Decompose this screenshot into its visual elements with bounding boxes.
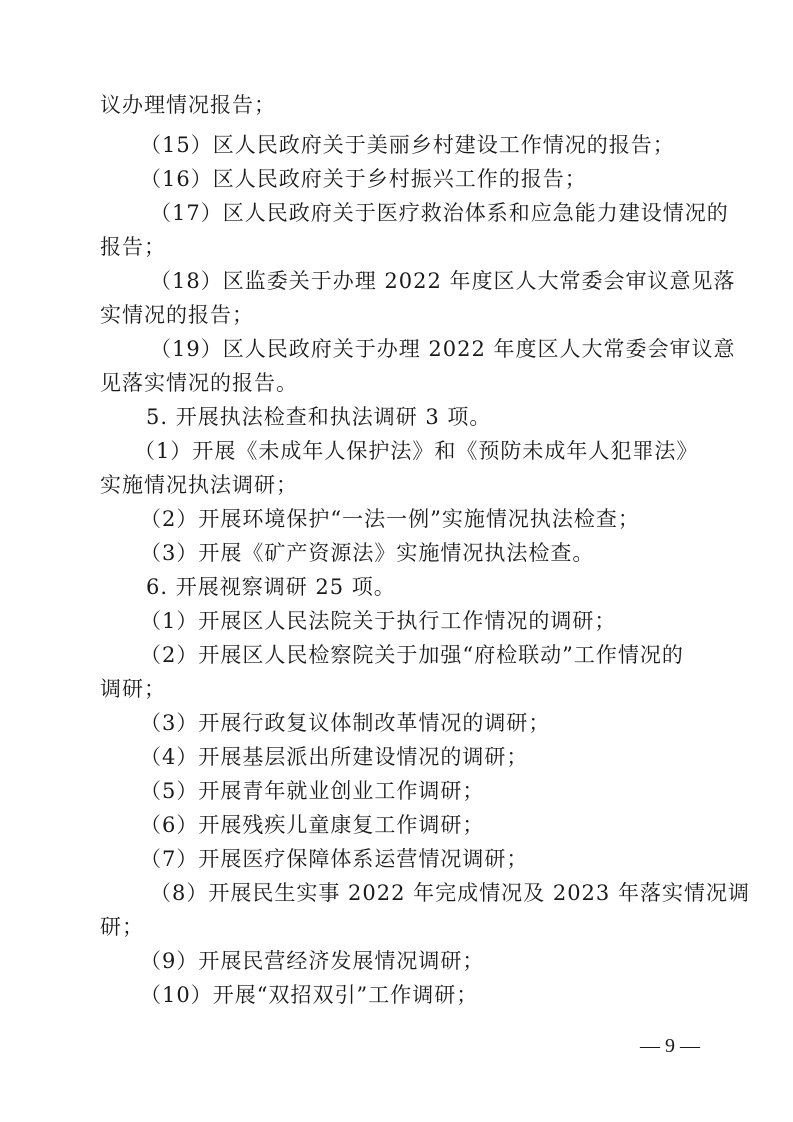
text-line: （6）开展残疾儿童康复工作调研；	[140, 813, 485, 837]
text-line: （2）开展区人民检察院关于加强“府检联动”工作情况的	[140, 643, 684, 667]
text-line: （2）开展环境保护“一法一例”实施情况执法检查；	[140, 507, 640, 531]
text-line: （4）开展基层派出所建设情况的调研；	[140, 745, 529, 769]
text-line: 5. 开展执法检查和执法调研 3 项。	[146, 405, 492, 429]
text-line: （5）开展青年就业创业工作调研；	[140, 779, 485, 803]
text-line: 报告；	[100, 235, 166, 259]
text-line: （15）区人民政府关于美丽乡村建设工作情况的报告；	[140, 133, 675, 157]
text-line: 实情况的报告；	[100, 303, 254, 327]
text-line: （17）区人民政府关于医疗救治体系和应急能力建设情况的	[150, 201, 729, 225]
text-line: （19）区人民政府关于办理 2022 年度区人大常委会审议意	[150, 337, 736, 361]
text-line: 议办理情况报告；	[100, 93, 276, 117]
text-line: （18）区监委关于办理 2022 年度区人大常委会审议意见落	[150, 269, 736, 293]
text-line: （16）区人民政府关于乡村振兴工作的报告；	[140, 167, 587, 191]
text-line: （1）开展区人民法院关于执行工作情况的调研；	[140, 609, 617, 633]
text-line: （9）开展民营经济发展情况调研；	[140, 949, 485, 973]
text-line: 6. 开展视察调研 25 项。	[146, 575, 396, 599]
page-number: — 9 —	[640, 1035, 700, 1057]
text-line: 实施情况执法调研；	[100, 473, 298, 497]
text-line: （8）开展民生实事 2022 年完成情况及 2023 年落实情况调	[150, 881, 750, 905]
text-line: （7）开展医疗保障体系运营情况调研；	[140, 847, 529, 871]
text-line: （10）开展“双招双引”工作调研；	[140, 983, 479, 1007]
text-line: （3）开展行政复议体制改革情况的调研；	[140, 711, 551, 735]
text-line: （1）开展《未成年人保护法》和《预防未成年人犯罪法》	[134, 439, 699, 463]
text-line: 研；	[100, 915, 144, 939]
text-line: 调研；	[100, 677, 166, 701]
text-line: （3）开展《矿产资源法》实施情况执法检查。	[140, 541, 595, 565]
text-line: 见落实情况的报告。	[100, 371, 298, 395]
